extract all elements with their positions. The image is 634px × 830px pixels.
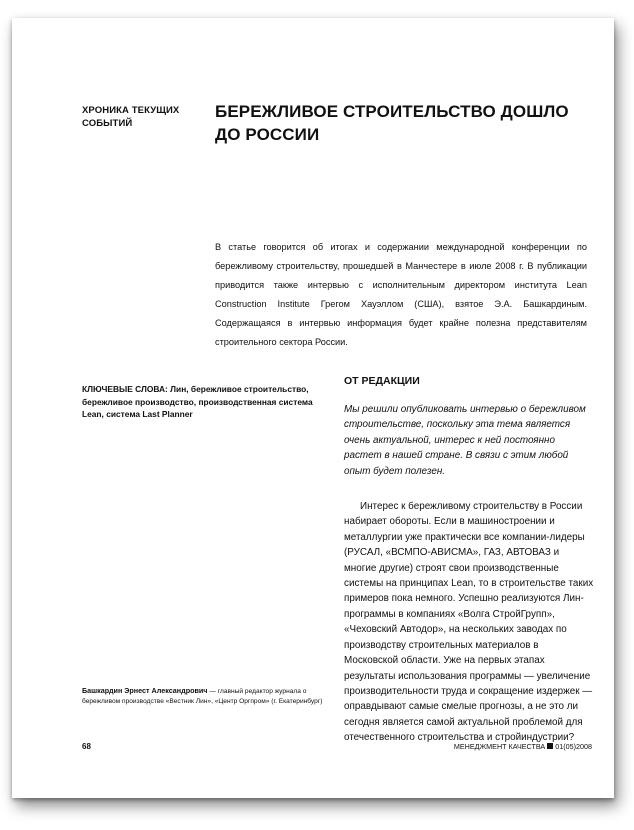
magazine-page <box>12 18 614 798</box>
author-name: Башкардин Эрнест Александрович <box>82 686 208 695</box>
author-note <box>82 686 342 707</box>
issue-number: 01(05)2008 <box>555 742 592 751</box>
editorial-body: Интерес к бережливому строительству в России набирает обороты. Если в машиностроении и металлургии уже практически все компании-лидеры (РУСАЛ, «ВСМПО-АВИСМА», ГАЗ, АВТОВАЗ и многие другие) строят свои производственные системы на принципах Lean, то в строительстве таких примеров пока немного. Успешно реализуются Лин-программы в компаниях «Волга СтройГрупп», «Чеховский Автодор», на нескольких заводах по производству строительных материалов в Московской области. Уже на первых этапах результаты использования программы — увеличение производительности труда и сокращение издержек — оправдывают самые смелые прогнозы, а не это ли сегодня является самой актуальной проблемой для отечественного строительства и стройиндустрии? <box>344 501 594 744</box>
keywords: КЛЮЧЕВЫЕ СЛОВА: Лин, бережливое строительство, бережливое производство, производственная система Lean, система Last Planner <box>82 384 313 419</box>
editorial-heading: ОТ РЕДАКЦИИ <box>344 375 420 387</box>
journal-name: МЕНЕДЖМЕНТ КАЧЕСТВА <box>453 742 546 751</box>
editorial-column <box>344 370 594 746</box>
running-footer <box>442 742 592 751</box>
page-number: 68 <box>82 742 91 751</box>
editorial-intro: Мы решили опубликовать интервью о бережливом строительстве, поскольку эта тема является очень актуальной, интерес к ней постоянно растет в нашей стране. В связи с этим любой опыт будет полезен. <box>344 404 586 477</box>
section-rubric: ХРОНИКА ТЕКУЩИХ СОБЫТИЙ <box>82 105 180 129</box>
article-lead: В статье говорится об итогах и содержании международной конференции по бережливому строительству, прошедшей в Манчестере в июле 2008 г. В публикации приводится также интервью с исполнительным директором института Lean Construction Institute Грегом Хауэллом (США), взятое Э.А. Башкардиным. Содержащаяся в интервью информация будет крайне полезна представителям строительного сектора России. <box>215 242 587 347</box>
article-title: БЕРЕЖЛИВОЕ СТРОИТЕЛЬСТВО ДОШЛО ДО РОССИИ <box>215 102 569 144</box>
author-description: — главный редактор журнала о бережливом производстве «Вестник Лин», «Центр Оргпром» (г. Екатеринбург) <box>82 688 323 705</box>
square-bullet-icon <box>547 743 553 749</box>
